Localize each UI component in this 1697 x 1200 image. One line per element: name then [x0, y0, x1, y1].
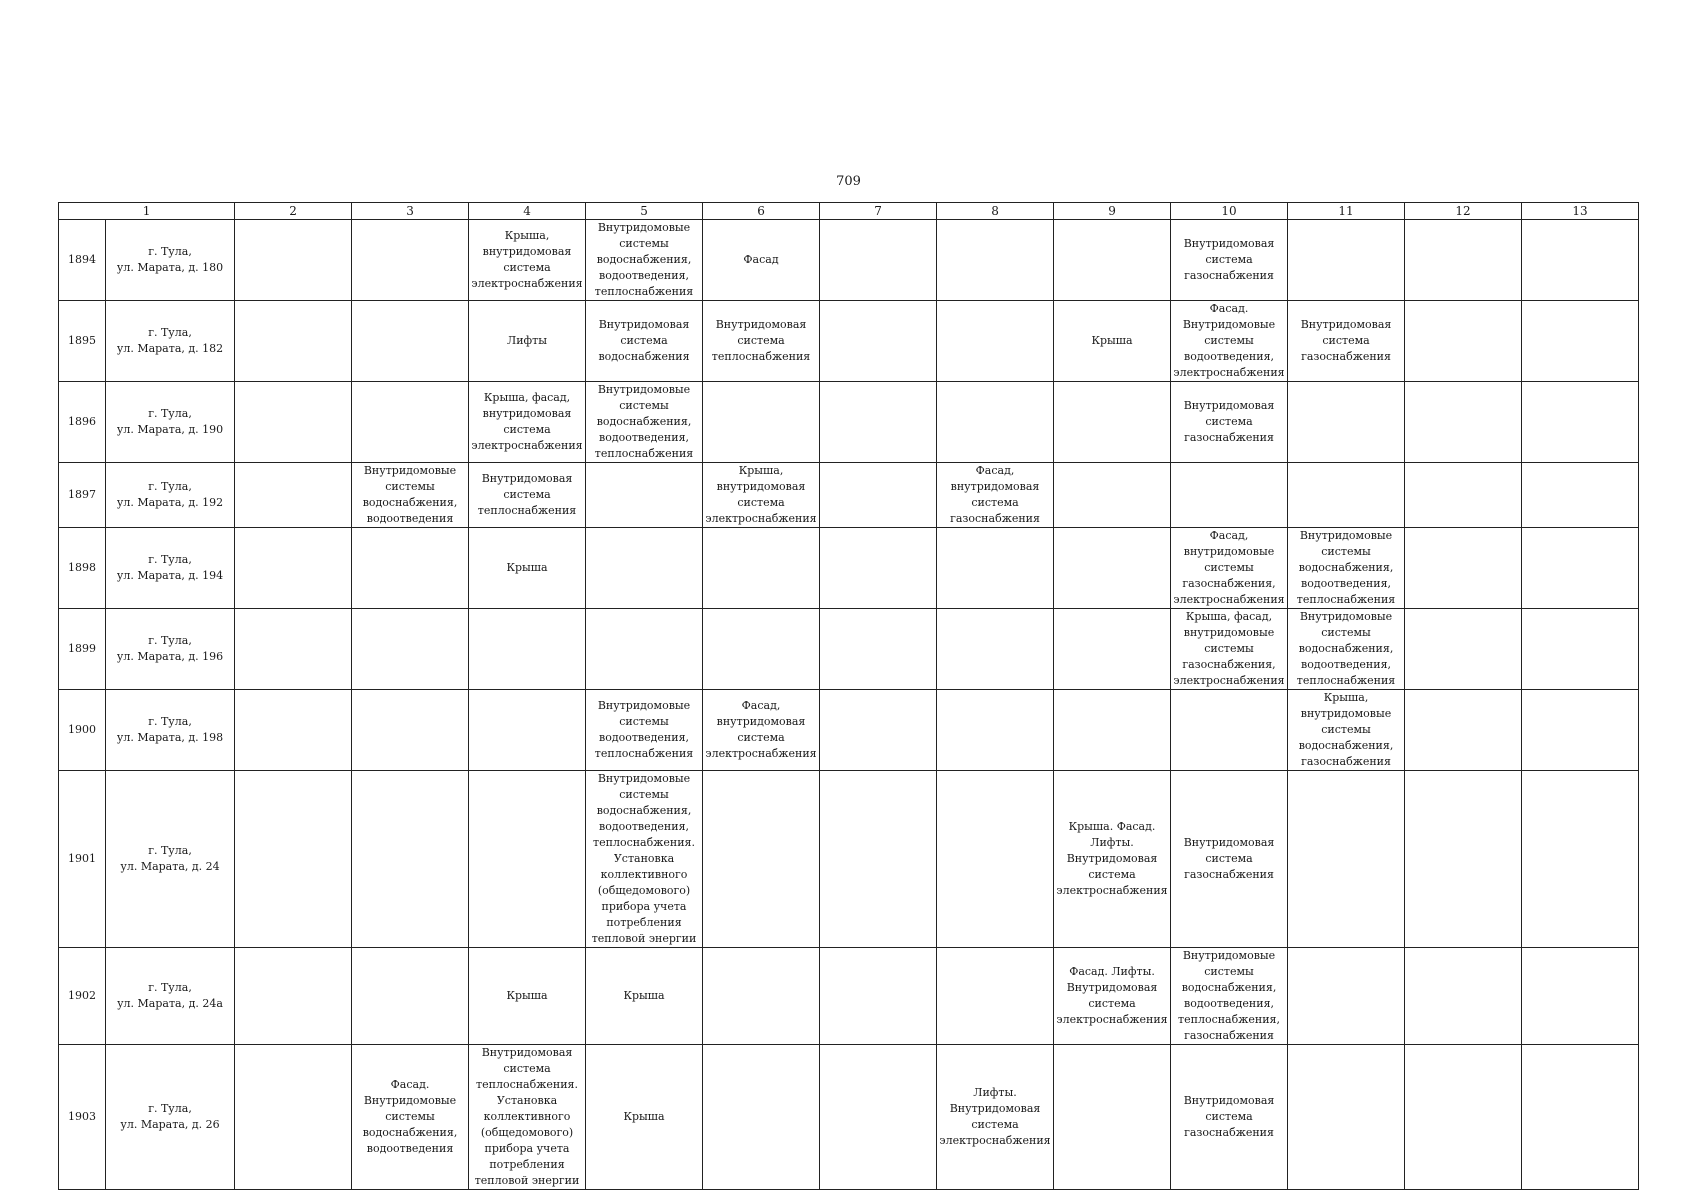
page-number: 709	[836, 174, 861, 189]
work-cell-text: Крыша, фасад, внутридомовая система электроснабжения	[471, 391, 583, 452]
work-cell	[1522, 220, 1639, 301]
work-cell	[1522, 301, 1639, 382]
address-street: ул. Марата, д. 24а	[117, 997, 223, 1010]
work-cell	[1522, 382, 1639, 463]
work-cell-text: Крыша. Фасад. Лифты. Внутридомовая система электроснабжения	[1056, 820, 1168, 897]
work-cell	[703, 528, 820, 609]
address-city: г. Тула,	[148, 407, 192, 420]
work-cell-text: Внутридомовая система газоснабжения	[1183, 237, 1275, 282]
work-cell-text: Внутридомовая система газоснабжения	[1183, 1094, 1275, 1139]
table-row	[59, 301, 1639, 382]
work-cell-text: Внутридомовая система газоснабжения	[1183, 836, 1275, 881]
work-cell-text: Внутридомовые системы водоснабжения, водоотведения, теплоснабжения	[594, 221, 694, 298]
work-cell-text: Крыша, фасад, внутридомовые системы газоснабжения, электроснабжения	[1173, 610, 1285, 687]
work-cell	[586, 690, 703, 771]
work-cell	[1405, 948, 1522, 1045]
column-header: 13	[1522, 203, 1639, 220]
row-number: 1900	[59, 690, 106, 771]
work-cell	[820, 1045, 937, 1190]
work-cell	[820, 690, 937, 771]
work-cell	[235, 220, 352, 301]
work-cell-text: Лифты. Внутридомовая система электроснабжения	[939, 1086, 1051, 1147]
column-header: 9	[1054, 203, 1171, 220]
work-cell	[820, 463, 937, 528]
address-city: г. Тула,	[148, 480, 192, 493]
work-cell	[586, 382, 703, 463]
column-header: 4	[469, 203, 586, 220]
work-cell-text: Крыша	[623, 989, 665, 1002]
row-number: 1896	[59, 382, 106, 463]
row-number: 1899	[59, 609, 106, 690]
work-cell	[352, 948, 469, 1045]
work-cell	[820, 948, 937, 1045]
address-street: ул. Марата, д. 190	[116, 423, 224, 436]
work-cell	[235, 463, 352, 528]
work-cell	[937, 948, 1054, 1045]
work-cell	[469, 301, 586, 382]
work-cell	[820, 609, 937, 690]
row-number: 1902	[59, 948, 106, 1045]
address-cell	[106, 948, 235, 1045]
work-cell	[703, 220, 820, 301]
work-cell	[469, 528, 586, 609]
column-header: 7	[820, 203, 937, 220]
column-header: 10	[1171, 203, 1288, 220]
work-cell	[352, 301, 469, 382]
work-cell	[703, 771, 820, 948]
work-cell	[235, 301, 352, 382]
address-cell	[106, 1045, 235, 1190]
work-cell	[703, 382, 820, 463]
table-row	[59, 220, 1639, 301]
work-cell	[1522, 609, 1639, 690]
table-row	[59, 463, 1639, 528]
column-header: 8	[937, 203, 1054, 220]
work-cell	[937, 771, 1054, 948]
work-cell	[1054, 463, 1171, 528]
address-cell	[106, 690, 235, 771]
work-cell	[1288, 609, 1405, 690]
work-cell	[1054, 382, 1171, 463]
address-cell	[106, 771, 235, 948]
work-cell	[469, 948, 586, 1045]
work-cell	[1405, 690, 1522, 771]
work-cell-text: Внутридомовые системы водоотведения, теплоснабжения	[594, 699, 694, 760]
work-cell	[235, 948, 352, 1045]
work-cell	[352, 463, 469, 528]
work-cell	[1171, 690, 1288, 771]
work-cell	[1171, 609, 1288, 690]
work-cell-text: Внутридомовые системы водоснабжения, водоотведения	[362, 464, 458, 525]
work-cell	[937, 528, 1054, 609]
work-cell	[820, 528, 937, 609]
row-number: 1894	[59, 220, 106, 301]
address-city: г. Тула,	[148, 1102, 192, 1115]
work-cell	[469, 1045, 586, 1190]
address-cell	[106, 609, 235, 690]
row-number: 1895	[59, 301, 106, 382]
work-cell	[1288, 463, 1405, 528]
work-cell	[352, 690, 469, 771]
work-cell	[586, 528, 703, 609]
work-cell-text: Фасад	[743, 253, 779, 266]
work-cell	[820, 771, 937, 948]
work-cell	[1288, 220, 1405, 301]
work-cell	[703, 948, 820, 1045]
work-cell	[1171, 463, 1288, 528]
row-number: 1901	[59, 771, 106, 948]
work-cell	[1405, 1045, 1522, 1190]
work-cell	[703, 1045, 820, 1190]
work-cell-text: Крыша	[1091, 334, 1133, 347]
table-row	[59, 771, 1639, 948]
work-cell	[1171, 382, 1288, 463]
work-cell-text: Крыша, внутридомовая система электроснабжения	[471, 229, 583, 290]
address-city: г. Тула,	[148, 844, 192, 857]
row-number: 1898	[59, 528, 106, 609]
address-city: г. Тула,	[148, 981, 192, 994]
column-header: 12	[1405, 203, 1522, 220]
work-cell	[1288, 528, 1405, 609]
work-cell-text: Крыша, внутридомовая система электроснабжения	[705, 464, 817, 525]
work-cell-text: Фасад. Внутридомовые системы водоотведения, электроснабжения	[1173, 302, 1285, 379]
work-cell	[1054, 301, 1171, 382]
work-cell	[586, 771, 703, 948]
work-cell	[235, 528, 352, 609]
work-cell-text: Фасад, внутридомовые системы газоснабжения, электроснабжения	[1173, 529, 1285, 606]
address-street: ул. Марата, д. 180	[116, 261, 224, 274]
work-cell	[1288, 690, 1405, 771]
work-cell	[703, 301, 820, 382]
work-cell-text: Внутридомовая система теплоснабжения	[711, 318, 811, 363]
work-cell	[235, 690, 352, 771]
work-cell-text: Крыша	[506, 561, 548, 574]
work-cell	[820, 220, 937, 301]
work-cell	[1522, 463, 1639, 528]
address-street: ул. Марата, д. 194	[116, 569, 224, 582]
work-cell-text: Лифты	[507, 334, 547, 347]
work-cell	[1522, 528, 1639, 609]
address-cell	[106, 220, 235, 301]
work-cell-text: Крыша	[506, 989, 548, 1002]
work-cell	[1171, 301, 1288, 382]
work-cell	[235, 1045, 352, 1190]
work-cell	[469, 463, 586, 528]
work-cell-text: Внутридомовая система газоснабжения	[1300, 318, 1392, 363]
address-street: ул. Марата, д. 26	[120, 1118, 220, 1131]
work-cell	[469, 690, 586, 771]
work-cell-text: Внутридомовые системы водоснабжения, водоотведения, теплоснабжения, газоснабжения	[1178, 949, 1280, 1042]
work-cell	[1522, 948, 1639, 1045]
work-cell	[352, 528, 469, 609]
work-cell	[469, 220, 586, 301]
work-cell	[235, 382, 352, 463]
work-cell	[703, 463, 820, 528]
work-cell	[1288, 771, 1405, 948]
work-cell	[1054, 1045, 1171, 1190]
work-cell	[469, 382, 586, 463]
address-city: г. Тула,	[148, 634, 192, 647]
column-header: 3	[352, 203, 469, 220]
work-cell-text: Внутридомовая система водоснабжения	[598, 318, 690, 363]
row-number: 1903	[59, 1045, 106, 1190]
work-cell	[469, 609, 586, 690]
work-cell	[937, 463, 1054, 528]
work-cell	[1405, 609, 1522, 690]
work-cell	[1522, 1045, 1639, 1190]
work-cell	[586, 948, 703, 1045]
address-city: г. Тула,	[148, 245, 192, 258]
work-cell-text: Внутридомовая система газоснабжения	[1183, 399, 1275, 444]
table-row	[59, 382, 1639, 463]
table-row	[59, 690, 1639, 771]
work-cell	[1054, 220, 1171, 301]
work-cell	[1405, 463, 1522, 528]
work-cell	[352, 1045, 469, 1190]
address-street: ул. Марата, д. 24	[120, 860, 220, 873]
work-cell	[1054, 609, 1171, 690]
work-cell-text: Фасад, внутридомовая система газоснабжения	[950, 464, 1040, 525]
work-cell	[1171, 1045, 1288, 1190]
table-row	[59, 609, 1639, 690]
address-street: ул. Марата, д. 196	[116, 650, 224, 663]
work-cell-text: Внутридомовые системы водоснабжения, водоотведения, теплоснабжения	[1296, 610, 1396, 687]
work-cell	[1405, 771, 1522, 948]
work-cell-text: Крыша, внутридомовые системы водоснабжения, газоснабжения	[1298, 691, 1394, 768]
address-street: ул. Марата, д. 198	[116, 731, 224, 744]
work-cell	[1405, 301, 1522, 382]
work-cell	[1054, 771, 1171, 948]
work-cell	[586, 463, 703, 528]
column-header: 2	[235, 203, 352, 220]
work-cell	[1288, 1045, 1405, 1190]
work-cell	[1405, 382, 1522, 463]
work-cell	[703, 690, 820, 771]
work-cell	[937, 1045, 1054, 1190]
work-cell-text: Фасад, внутридомовая система электроснабжения	[705, 699, 817, 760]
work-cell-text: Внутридомовые системы водоснабжения, водоотведения, теплоснабжения. Установка коллективного (общедомового) прибора учета потребления тепловой энергии	[591, 772, 697, 945]
address-city: г. Тула,	[148, 715, 192, 728]
table-row	[59, 1045, 1639, 1190]
work-cell-text: Фасад. Лифты. Внутридомовая система электроснабжения	[1056, 965, 1168, 1026]
work-cell	[937, 382, 1054, 463]
work-cell	[1288, 948, 1405, 1045]
work-cell	[1522, 690, 1639, 771]
column-header: 11	[1288, 203, 1405, 220]
address-cell	[106, 382, 235, 463]
work-cell-text: Внутридомовые системы водоснабжения, водоотведения, теплоснабжения	[1296, 529, 1396, 606]
address-cell	[106, 301, 235, 382]
table-row	[59, 948, 1639, 1045]
address-city: г. Тула,	[148, 553, 192, 566]
row-number: 1897	[59, 463, 106, 528]
work-cell	[1405, 528, 1522, 609]
work-cell	[937, 220, 1054, 301]
table-row	[59, 528, 1639, 609]
work-cell	[352, 771, 469, 948]
work-cell	[937, 609, 1054, 690]
work-cell	[937, 301, 1054, 382]
address-cell	[106, 463, 235, 528]
repair-schedule-table	[58, 202, 1639, 1190]
work-cell	[703, 609, 820, 690]
work-cell-text: Внутридомовые системы водоснабжения, водоотведения, теплоснабжения	[594, 383, 694, 460]
work-cell	[1054, 948, 1171, 1045]
work-cell-text: Внутридомовая система теплоснабжения	[477, 472, 577, 517]
work-cell	[1171, 528, 1288, 609]
work-cell	[1054, 690, 1171, 771]
address-city: г. Тула,	[148, 326, 192, 339]
work-cell	[1171, 220, 1288, 301]
work-cell	[586, 220, 703, 301]
work-cell	[1288, 382, 1405, 463]
work-cell	[1171, 771, 1288, 948]
work-cell	[352, 382, 469, 463]
column-header: 5	[586, 203, 703, 220]
column-header-row	[59, 203, 1639, 220]
work-cell	[586, 1045, 703, 1190]
address-street: ул. Марата, д. 182	[116, 342, 224, 355]
work-cell	[937, 690, 1054, 771]
work-cell	[352, 609, 469, 690]
work-cell	[1288, 301, 1405, 382]
column-header: 6	[703, 203, 820, 220]
address-street: ул. Марата, д. 192	[116, 496, 224, 509]
work-cell	[1405, 220, 1522, 301]
work-cell	[235, 609, 352, 690]
work-cell	[820, 382, 937, 463]
work-cell	[1171, 948, 1288, 1045]
address-cell	[106, 528, 235, 609]
work-cell	[586, 301, 703, 382]
work-cell	[469, 771, 586, 948]
work-cell-text: Крыша	[623, 1110, 665, 1123]
work-cell-text: Фасад. Внутридомовые системы водоснабжения, водоотведения	[362, 1078, 458, 1155]
work-cell	[586, 609, 703, 690]
work-cell	[352, 220, 469, 301]
work-cell	[1522, 771, 1639, 948]
work-cell	[820, 301, 937, 382]
work-cell	[1054, 528, 1171, 609]
work-cell-text: Внутридомовая система теплоснабжения. Установка коллективного (общедомового) прибора учета потребления тепловой энергии	[474, 1046, 580, 1187]
column-header: 1	[59, 203, 235, 220]
work-cell	[235, 771, 352, 948]
